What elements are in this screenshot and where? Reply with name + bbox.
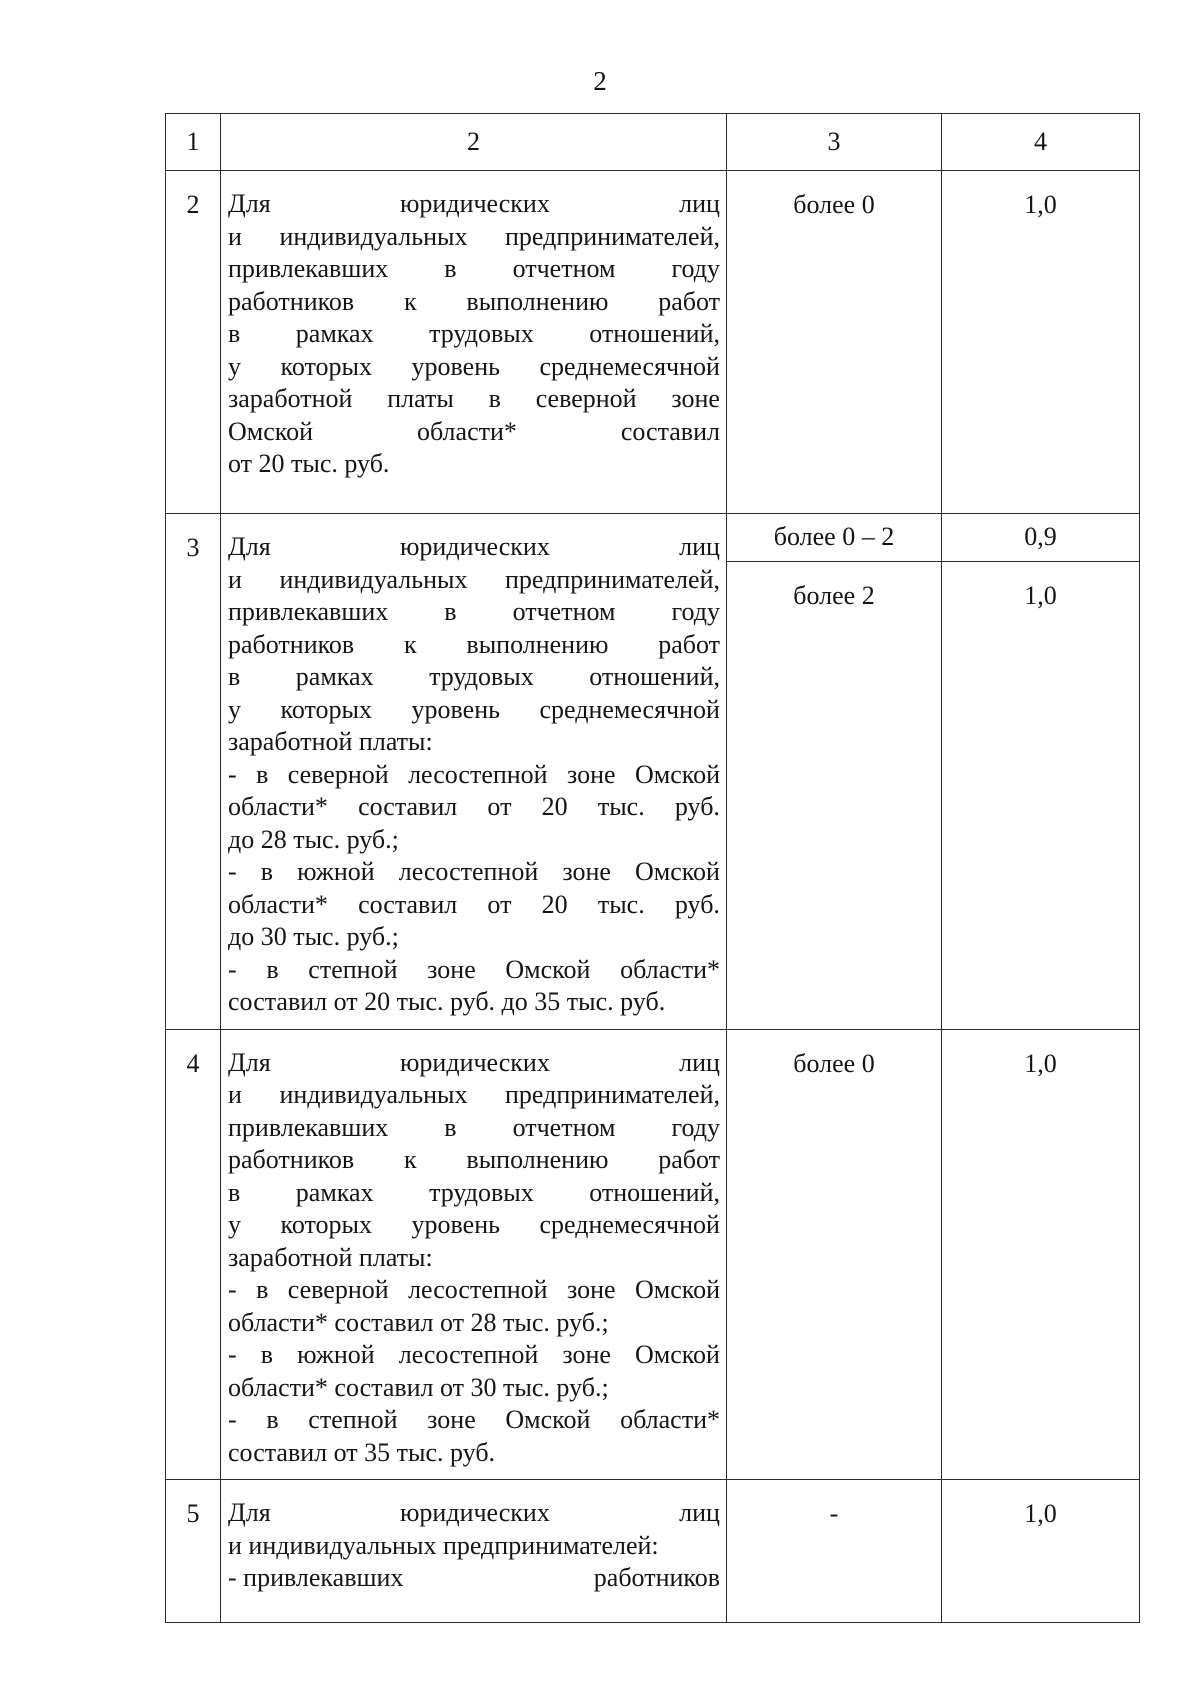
description-word: индивидуальных <box>279 1080 468 1109</box>
description-word: которых <box>280 694 372 724</box>
description-word: к <box>404 1145 417 1174</box>
description-word: 20 <box>541 889 568 919</box>
row-description <box>221 171 727 514</box>
description-line <box>228 759 720 792</box>
description-line: от 20 тыс. руб. <box>228 449 390 478</box>
description-word: Для <box>228 1047 271 1077</box>
description-word: индивидуальных <box>279 564 468 594</box>
description-word: лиц <box>679 1498 720 1527</box>
row-description <box>221 514 727 1030</box>
description-word: лесостепной <box>398 1340 539 1369</box>
description-word: южной <box>297 1340 375 1369</box>
description-word: трудовых <box>429 1177 534 1207</box>
description-line <box>228 694 720 727</box>
description-word: зоне <box>567 1275 616 1304</box>
row-coefficient: 1,0 <box>942 1480 1140 1623</box>
description-word: юридических <box>400 532 550 561</box>
description-word: в <box>444 254 457 283</box>
description-line <box>228 416 720 449</box>
description-line: области* составил от 28 тыс. руб.; <box>228 1307 609 1337</box>
description-word: области* <box>620 1405 720 1434</box>
description-word: зоне <box>562 857 611 886</box>
description-line <box>228 661 720 694</box>
description-line <box>228 1209 720 1242</box>
description-word: Для <box>228 189 271 218</box>
description-word: привлекавших <box>228 254 389 283</box>
description-word: северной <box>287 759 389 789</box>
description-word: отношений, <box>589 319 720 348</box>
description-word: тыс. <box>597 792 645 821</box>
description-word: среднемесячной <box>539 694 720 724</box>
description-word: рамках <box>295 319 374 348</box>
description-line <box>228 1497 720 1530</box>
description-line <box>228 188 720 221</box>
description-line: до 30 тыс. руб.; <box>228 922 399 951</box>
description-word: в <box>266 954 279 984</box>
description-word: индивидуальных <box>279 221 468 251</box>
description-word: которых <box>280 1210 372 1239</box>
header-cell: 3 <box>727 114 942 171</box>
description-word: от <box>487 889 512 919</box>
description-line <box>228 954 720 987</box>
description-word: 20 <box>541 792 568 821</box>
description-word: выполнению <box>466 629 609 659</box>
description-word: отчетном <box>512 254 616 283</box>
description-word: в <box>260 1340 274 1369</box>
page-number: 2 <box>593 66 607 96</box>
row-coefficient: 1,0 <box>942 171 1140 514</box>
description-word: в <box>228 319 241 348</box>
coefficient-table <box>165 113 1140 1623</box>
description-line <box>228 564 720 597</box>
row-description <box>221 1029 727 1480</box>
row-number: 4 <box>166 1029 221 1480</box>
row-coefficient: 0,9 <box>942 514 1140 562</box>
description-word: отношений, <box>589 662 720 691</box>
description-word: уровень <box>411 694 500 724</box>
table-row <box>166 514 1140 562</box>
description-word: и <box>228 564 242 594</box>
description-word: составил <box>358 792 458 821</box>
description-line <box>228 1339 720 1372</box>
description-word: отчетном <box>512 1112 616 1142</box>
description-word: платы <box>387 384 454 413</box>
description-word: тыс. <box>597 889 645 919</box>
row-number: 2 <box>166 171 221 514</box>
description-word: работ <box>658 286 720 316</box>
description-word: среднемесячной <box>539 1210 720 1239</box>
header-cell: 2 <box>221 114 727 171</box>
description-word: привлекавших <box>228 1112 389 1142</box>
description-word: - <box>228 954 237 984</box>
description-word: зоне <box>671 384 720 413</box>
description-word: привлекавших <box>228 597 389 626</box>
description-word: в <box>488 384 501 413</box>
table-row <box>166 1480 1140 1623</box>
description-word: у <box>228 694 241 724</box>
description-line <box>228 531 720 564</box>
description-word: в <box>260 857 274 886</box>
table-row <box>166 1029 1140 1480</box>
row-description <box>221 1480 727 1623</box>
description-word: - <box>228 759 237 789</box>
description-line <box>228 1404 720 1437</box>
description-word: предпринимателей, <box>505 564 720 594</box>
description-line <box>228 383 720 416</box>
description-line: составил от 20 тыс. руб. до 35 тыс. руб. <box>228 987 666 1016</box>
description-word: году <box>671 1112 720 1142</box>
description-word: руб. <box>674 889 720 919</box>
description-word: и <box>228 1080 242 1109</box>
table-row <box>166 171 1140 514</box>
description-word: работ <box>658 1145 720 1174</box>
description-word: степной <box>308 1405 398 1434</box>
description-word: рамках <box>295 1177 374 1207</box>
description-line <box>228 253 720 286</box>
description-word: лесостепной <box>408 759 548 789</box>
description-word: работников <box>228 629 355 659</box>
description-word: составил <box>620 416 720 446</box>
description-word: - <box>228 1340 237 1369</box>
description-line: заработной платы: <box>228 727 433 756</box>
description-word: у <box>228 351 241 381</box>
description-word: области* <box>228 792 328 821</box>
description-line <box>228 791 720 824</box>
description-line: составил от 35 тыс. руб. <box>228 1437 496 1467</box>
description-word: Омской <box>634 857 720 886</box>
description-word: работ <box>658 629 720 659</box>
row-value: более 2 <box>727 562 942 1030</box>
row-value: более 0 <box>727 171 942 514</box>
description-line <box>228 351 720 384</box>
description-word: работников <box>228 286 355 316</box>
description-line <box>228 629 720 662</box>
description-line <box>228 1177 720 1210</box>
description-word: году <box>671 597 720 626</box>
description-word: году <box>671 254 720 283</box>
row-number: 3 <box>166 514 221 1030</box>
table-header-row <box>166 114 1140 171</box>
description-word: Омской <box>228 416 313 446</box>
description-word: зоне <box>562 1340 611 1369</box>
description-word: предпринимателей, <box>505 221 720 251</box>
row-coefficient: 1,0 <box>942 1029 1140 1480</box>
description-word: в <box>266 1405 279 1434</box>
description-word: выполнению <box>466 1145 609 1174</box>
description-word: в <box>228 662 241 691</box>
description-word: в <box>444 597 457 626</box>
description-word: составил <box>358 889 458 919</box>
description-word: трудовых <box>429 662 534 691</box>
description-word: лиц <box>679 189 720 218</box>
description-word: предпринимателей, <box>505 1080 720 1109</box>
description-word: у <box>228 1210 241 1239</box>
description-word: области* <box>228 889 328 919</box>
description-word: - <box>228 857 237 886</box>
description-line <box>228 221 720 254</box>
description-word: среднемесячной <box>539 351 720 381</box>
description-word: рамках <box>295 662 374 691</box>
description-word: в <box>256 759 269 789</box>
description-line: заработной платы: <box>228 1242 433 1272</box>
description-word: Омской <box>505 954 591 984</box>
description-word: Омской <box>635 1275 720 1304</box>
description-word: отчетном <box>512 597 616 626</box>
description-word: - <box>228 1275 237 1304</box>
description-line <box>228 856 720 889</box>
description-line: и индивидуальных предпринимателей: <box>228 1530 659 1560</box>
header-cell: 1 <box>166 114 221 171</box>
description-word: юридических <box>400 1498 550 1527</box>
description-word: - <box>228 1405 237 1434</box>
row-number: 5 <box>166 1480 221 1623</box>
description-word: юридических <box>400 1047 550 1077</box>
description-word: Для <box>228 1498 271 1527</box>
description-line: области* составил от 30 тыс. руб.; <box>228 1372 609 1402</box>
description-word: и <box>228 221 242 251</box>
description-word: - привлекавших <box>228 1563 404 1592</box>
description-word: зоне <box>427 1405 476 1434</box>
description-word: к <box>404 629 417 659</box>
description-line <box>228 596 720 629</box>
description-word: которых <box>280 351 372 381</box>
description-word: уровень <box>411 1210 500 1239</box>
description-word: заработной <box>228 384 353 413</box>
description-word: зоне <box>567 759 616 789</box>
description-line <box>228 318 720 351</box>
description-word: Омской <box>635 759 720 789</box>
description-line <box>228 889 720 922</box>
description-word: в <box>444 1112 457 1142</box>
description-word: лиц <box>679 1047 720 1077</box>
description-word: работников <box>228 1145 355 1174</box>
row-coefficient: 1,0 <box>942 562 1140 1030</box>
description-word: зоне <box>427 954 476 984</box>
row-value: более 0 – 2 <box>727 514 942 562</box>
description-word: Для <box>228 532 271 561</box>
description-word: лиц <box>679 532 720 561</box>
description-word: южной <box>297 857 375 886</box>
description-line <box>228 286 720 319</box>
row-value: более 0 <box>727 1029 942 1480</box>
description-word: к <box>404 286 417 316</box>
description-word: степной <box>308 954 398 984</box>
description-word: Омской <box>634 1340 720 1369</box>
description-word: лесостепной <box>398 857 539 886</box>
description-word: уровень <box>411 351 500 381</box>
description-line <box>228 1274 720 1307</box>
description-word: руб. <box>674 792 720 821</box>
description-word: работников <box>593 1563 720 1592</box>
description-word: области* <box>620 954 720 984</box>
header-cell: 4 <box>942 114 1140 171</box>
description-word: в <box>256 1275 269 1304</box>
description-line <box>228 1079 720 1112</box>
description-word: трудовых <box>429 319 534 348</box>
description-word: области* <box>416 416 517 446</box>
description-line <box>228 1047 720 1080</box>
description-line <box>228 1562 720 1595</box>
description-word: юридических <box>400 189 550 218</box>
description-word: отношений, <box>589 1177 720 1207</box>
description-word: северной <box>535 384 637 413</box>
row-value: - <box>727 1480 942 1623</box>
description-word: выполнению <box>466 286 609 316</box>
description-line <box>228 1144 720 1177</box>
description-line: до 28 тыс. руб.; <box>228 824 399 854</box>
description-word: лесостепной <box>408 1275 548 1304</box>
description-word: в <box>228 1177 241 1207</box>
description-line <box>228 1112 720 1145</box>
description-word: Омской <box>505 1405 591 1434</box>
description-word: северной <box>287 1275 389 1304</box>
description-word: от <box>487 792 512 821</box>
